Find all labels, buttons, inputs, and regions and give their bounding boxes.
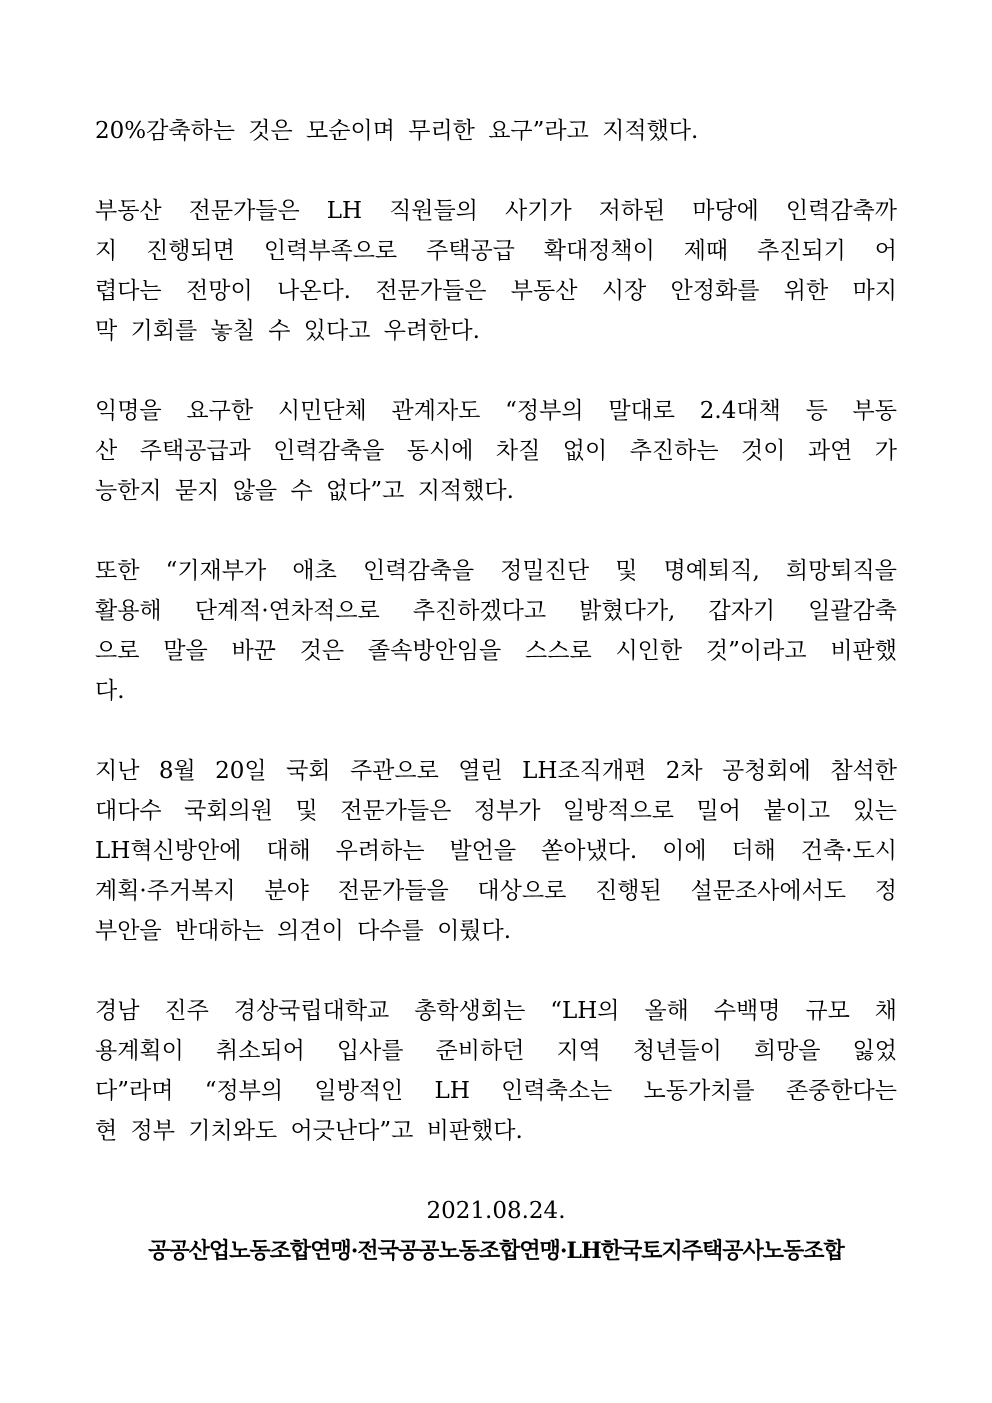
document-body: [95, 111, 897, 1271]
text-line: 부안을 반대하는 의견이 다수를 이뤘다.: [95, 918, 512, 944]
paragraph: [95, 751, 897, 951]
text-line: 으로 말을 바꾼 것은 졸속방안임을 스스로 시인한 것”이라고 비판했: [95, 638, 897, 664]
text-line: 렵다는 전망이 나온다. 전문가들은 부동산 시장 안정화를 위한 마지: [95, 278, 897, 304]
paragraph: [95, 991, 897, 1151]
release-date: 2021.08.24.: [426, 1198, 566, 1224]
text-line: 익명을 요구한 시민단체 관계자도 “정부의 말대로 2.4대책 등 부동: [95, 398, 897, 424]
text-line: 용계획이 취소되어 입사를 준비하던 지역 청년들이 희망을 잃었: [95, 1038, 897, 1064]
text-line: 대다수 국회의원 및 전문가들은 정부가 일방적으로 밀어 붙이고 있는: [95, 798, 897, 824]
issuer-signature: 공공산업노동조합연맹·전국공공노동조합연맹·LH한국토지주택공사노동조합: [148, 1238, 844, 1264]
text-line: 다”라며 “정부의 일방적인 LH 인력축소는 노동가치를 존중한다는: [95, 1078, 897, 1104]
text-line: LH혁신방안에 대해 우려하는 발언을 쏟아냈다. 이에 더해 건축·도시: [95, 838, 897, 864]
paragraph: [95, 191, 897, 351]
text-line: 활용해 단계적·연차적으로 추진하겠다고 밝혔다가, 갑자기 일괄감축: [95, 598, 897, 624]
text-line: 능한지 묻지 않을 수 없다”고 지적했다.: [95, 478, 514, 504]
text-line: 계획·주거복지 분야 전문가들을 대상으로 진행된 설문조사에서도 정: [95, 878, 897, 904]
text-line: 20%감축하는 것은 모순이며 무리한 요구”라고 지적했다.: [95, 118, 699, 144]
text-line: 부동산 전문가들은 LH 직원들의 사기가 저하된 마당에 인력감축까: [95, 198, 897, 224]
text-line: 산 주택공급과 인력감축을 동시에 차질 없이 추진하는 것이 과연 가: [95, 438, 897, 464]
text-line: 지난 8월 20일 국회 주관으로 열린 LH조직개편 2차 공청회에 참석한: [95, 758, 897, 784]
text-line: 현 정부 기치와도 어긋난다”고 비판했다.: [95, 1118, 523, 1144]
text-line: 또한 “기재부가 애초 인력감축을 정밀진단 및 명예퇴직, 희망퇴직을: [95, 558, 897, 584]
paragraph: [95, 391, 897, 511]
text-line: 다.: [95, 678, 125, 704]
paragraph: [95, 551, 897, 711]
paragraph: [95, 111, 897, 151]
text-line: 막 기회를 놓칠 수 있다고 우려한다.: [95, 318, 480, 344]
text-line: 지 진행되면 인력부족으로 주택공급 확대정책이 제때 추진되기 어: [95, 238, 897, 264]
text-line: 경남 진주 경상국립대학교 총학생회는 “LH의 올해 수백명 규모 채: [95, 998, 897, 1024]
